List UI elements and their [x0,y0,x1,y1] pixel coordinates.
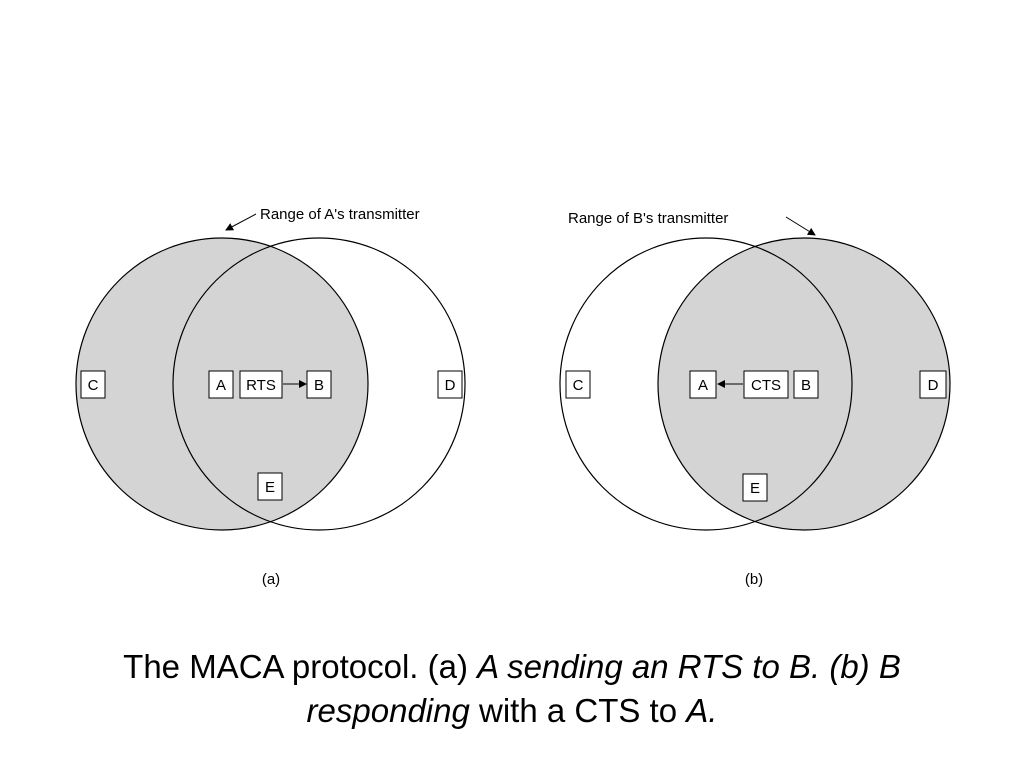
cts-message [744,371,788,398]
svg-text:D: D [444,377,456,394]
caption-part-3: responding [306,692,470,729]
caption-part-5: A. [686,692,718,729]
figure-caption [0,645,1024,733]
svg-text:RTS: RTS [246,377,276,394]
caption-part-1: The MACA protocol. (a) [123,648,478,685]
caption-part-2: A sending an RTS to B. (b) B [477,648,901,685]
node-d [920,371,946,398]
node-e [743,474,767,501]
svg-text:E: E [264,479,276,496]
panel-b [560,210,950,588]
node-e [258,473,282,500]
svg-text:B: B [313,377,325,394]
svg-text:B: B [800,377,812,394]
panel-label-a: (a) [261,571,281,588]
panel-label-b: (b) [744,571,764,588]
svg-text:A: A [697,377,709,394]
svg-text:E: E [749,480,761,497]
node-b [794,371,818,398]
svg-text:D: D [927,377,939,394]
node-c [566,371,590,398]
svg-text:C: C [87,377,99,394]
svg-text:A: A [215,377,227,394]
node-c [81,371,105,398]
range-pointer-arrow-b [786,217,815,235]
range-label-b: Range of B's transmitter [568,210,729,227]
rts-message [240,371,282,398]
node-b [307,371,331,398]
node-a [209,371,233,398]
node-a [690,371,716,398]
svg-text:CTS: CTS [751,377,781,394]
svg-text:C: C [572,377,584,394]
range-pointer-arrow-a [226,214,256,230]
caption-part-4: with a CTS to [469,692,687,729]
panel-a [76,206,465,588]
node-d [438,371,462,398]
range-label-a: Range of A's transmitter [260,206,420,223]
